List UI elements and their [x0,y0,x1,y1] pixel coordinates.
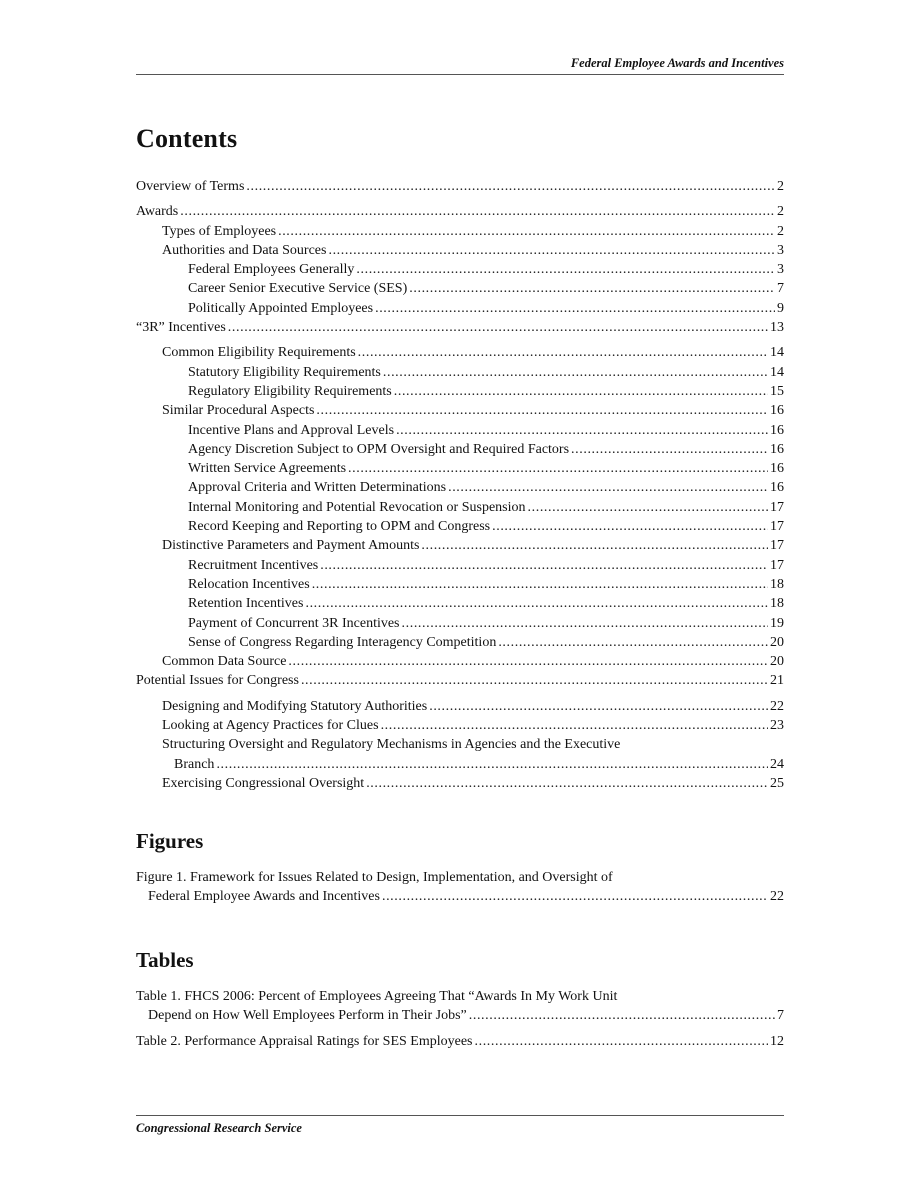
figure-entry[interactable]: Federal Employee Awards and Incentives ..... 22 [136,887,784,906]
toc-entry[interactable]: Federal Employees Generally ..... 3 [136,260,784,279]
page-number: 18 [770,596,784,612]
page-number: 3 [777,242,784,258]
toc-entry[interactable]: Statutory Eligibility Requirements ..... 14 [136,363,784,382]
tables-heading: Tables [136,948,194,972]
page-number: 14 [770,364,784,380]
dot-leader [429,697,768,716]
page-number: 7 [777,281,784,297]
toc-entry[interactable]: Payment of Concurrent 3R Incentives ..... 19 [136,614,784,633]
toc-entry[interactable]: Potential Issues for Congress ..... 21 [136,671,784,690]
toc-entry[interactable]: Designing and Modifying Statutory Authorities ..... 22 [136,697,784,716]
page-number: 2 [777,179,784,194]
page-number: 2 [777,204,784,220]
page-number: 17 [770,538,784,554]
page-number: 25 [770,775,784,791]
toc-entry[interactable]: Branch ..... 24 [136,755,784,774]
toc-entry[interactable]: Record Keeping and Reporting to OPM and Congress ..... 17 [136,517,784,536]
page-number: 22 [770,889,784,905]
toc-entry[interactable]: Agency Discretion Subject to OPM Oversight and Required Factors ..... 16 [136,440,784,459]
toc-entry[interactable]: Types of Employees ..... 2 [136,222,784,241]
list-of-figures [136,868,784,907]
toc-entry[interactable]: Career Senior Executive Service (SES) ..... 7 [136,279,784,298]
toc-entry[interactable]: Incentive Plans and Approval Levels ..... 16 [136,421,784,440]
page-number: 3 [777,262,784,278]
dot-leader [448,478,768,497]
page-number: 16 [770,461,784,477]
toc-entry[interactable]: Authorities and Data Sources ..... 3 [136,241,784,260]
page-number: 16 [770,422,784,438]
toc-entry-first-line[interactable]: Structuring Oversight and Regulatory Mechanisms in Agencies and the Executive [162,737,621,753]
dot-leader [366,774,768,793]
dot-leader [396,421,768,440]
table-entry[interactable]: Depend on How Well Employees Perform in Their Jobs” ..... 7 [136,1006,784,1025]
dot-leader [394,382,768,401]
toc-entry[interactable]: Recruitment Incentives ..... 17 [136,556,784,575]
list-of-tables [136,987,784,1051]
dot-leader [498,633,768,652]
dot-leader [312,575,768,594]
page-number: 16 [770,480,784,496]
page-number: 17 [770,499,784,515]
page-number: 16 [770,403,784,419]
dot-leader [228,318,768,337]
page-number: 15 [770,383,784,399]
dot-leader [409,279,775,298]
toc-entry[interactable]: Looking at Agency Practices for Clues ..... 23 [136,716,784,735]
page-number: 9 [777,300,784,316]
publisher-name: Congressional Research Service [136,1121,302,1135]
dot-leader [316,401,768,420]
page-number: 23 [770,718,784,734]
page-number: 20 [770,654,784,670]
running-footer [136,1115,784,1136]
page-number: 16 [770,441,784,457]
toc-entry[interactable]: Written Service Agreements ..... 16 [136,459,784,478]
page-number: 20 [770,634,784,650]
dot-leader [469,1006,775,1025]
dot-leader [320,556,768,575]
contents-heading: Contents [136,124,238,153]
page-number: 22 [770,698,784,714]
page-number: 19 [770,615,784,631]
dot-leader [402,614,768,633]
page-number: 18 [770,576,784,592]
toc-entry[interactable]: Similar Procedural Aspects ..... 16 [136,401,784,420]
page-number: 13 [770,320,784,336]
page-number: 21 [770,673,784,689]
dot-leader [216,755,768,774]
page-number: 17 [770,557,784,573]
dot-leader [328,241,775,260]
toc-entry[interactable]: Internal Monitoring and Potential Revocation or Suspension ..... 17 [136,498,784,517]
page-number: 2 [777,223,784,239]
running-header [136,56,784,75]
toc-entry[interactable]: Politically Appointed Employees ..... 9 [136,299,784,318]
toc-entry[interactable]: Overview of Terms ..... 2 [136,177,784,196]
running-title: Federal Employee Awards and Incentives [570,56,784,70]
toc-entry[interactable]: Approval Criteria and Written Determinations ..... 16 [136,478,784,497]
page-number: 14 [770,345,784,361]
toc-entry[interactable]: Sense of Congress Regarding Interagency Competition ..... 20 [136,633,784,652]
table-entry[interactable]: Table 2. Performance Appraisal Ratings for SES Employees ..... 12 [136,1032,784,1051]
toc-entry[interactable]: Exercising Congressional Oversight ..... 25 [136,774,784,793]
dot-leader [528,498,768,517]
dot-leader [475,1032,769,1051]
dot-leader [375,299,775,318]
page-number: 7 [777,1008,784,1024]
toc-entry[interactable]: Regulatory Eligibility Requirements ..... 15 [136,382,784,401]
dot-leader [278,222,775,241]
page-number: 17 [770,519,784,535]
table-of-contents [136,177,784,793]
dot-leader [421,536,768,555]
dot-leader [383,363,768,382]
dot-leader [492,517,768,536]
dot-leader [301,671,768,690]
dot-leader [382,887,768,906]
dot-leader [305,594,768,613]
toc-entry[interactable]: Awards ..... 2 [136,202,784,221]
dot-leader [358,343,768,362]
toc-entry[interactable]: Common Data Source ..... 20 [136,652,784,671]
toc-entry[interactable]: Relocation Incentives ..... 18 [136,575,784,594]
toc-entry[interactable]: Common Eligibility Requirements ..... 14 [136,343,784,362]
page-number: 12 [770,1033,784,1049]
toc-entry[interactable]: Distinctive Parameters and Payment Amounts ..... 17 [136,536,784,555]
table-entry-first-line[interactable]: Table 1. FHCS 2006: Percent of Employees Agreeing That “Awards In My Work Unit [136,989,618,1004]
dot-leader [246,177,775,196]
dot-leader [381,716,768,735]
figure-entry-first-line[interactable]: Figure 1. Framework for Issues Related to Design, Implementation, and Oversight of [136,870,613,885]
toc-entry[interactable]: Retention Incentives ..... 18 [136,594,784,613]
dot-leader [571,440,768,459]
page-number: 24 [770,756,784,772]
dot-leader [180,202,775,221]
dot-leader [288,652,768,671]
figures-heading: Figures [136,829,204,853]
toc-entry[interactable]: “3R” Incentives ..... 13 [136,318,784,337]
dot-leader [356,260,775,279]
dot-leader [348,459,768,478]
